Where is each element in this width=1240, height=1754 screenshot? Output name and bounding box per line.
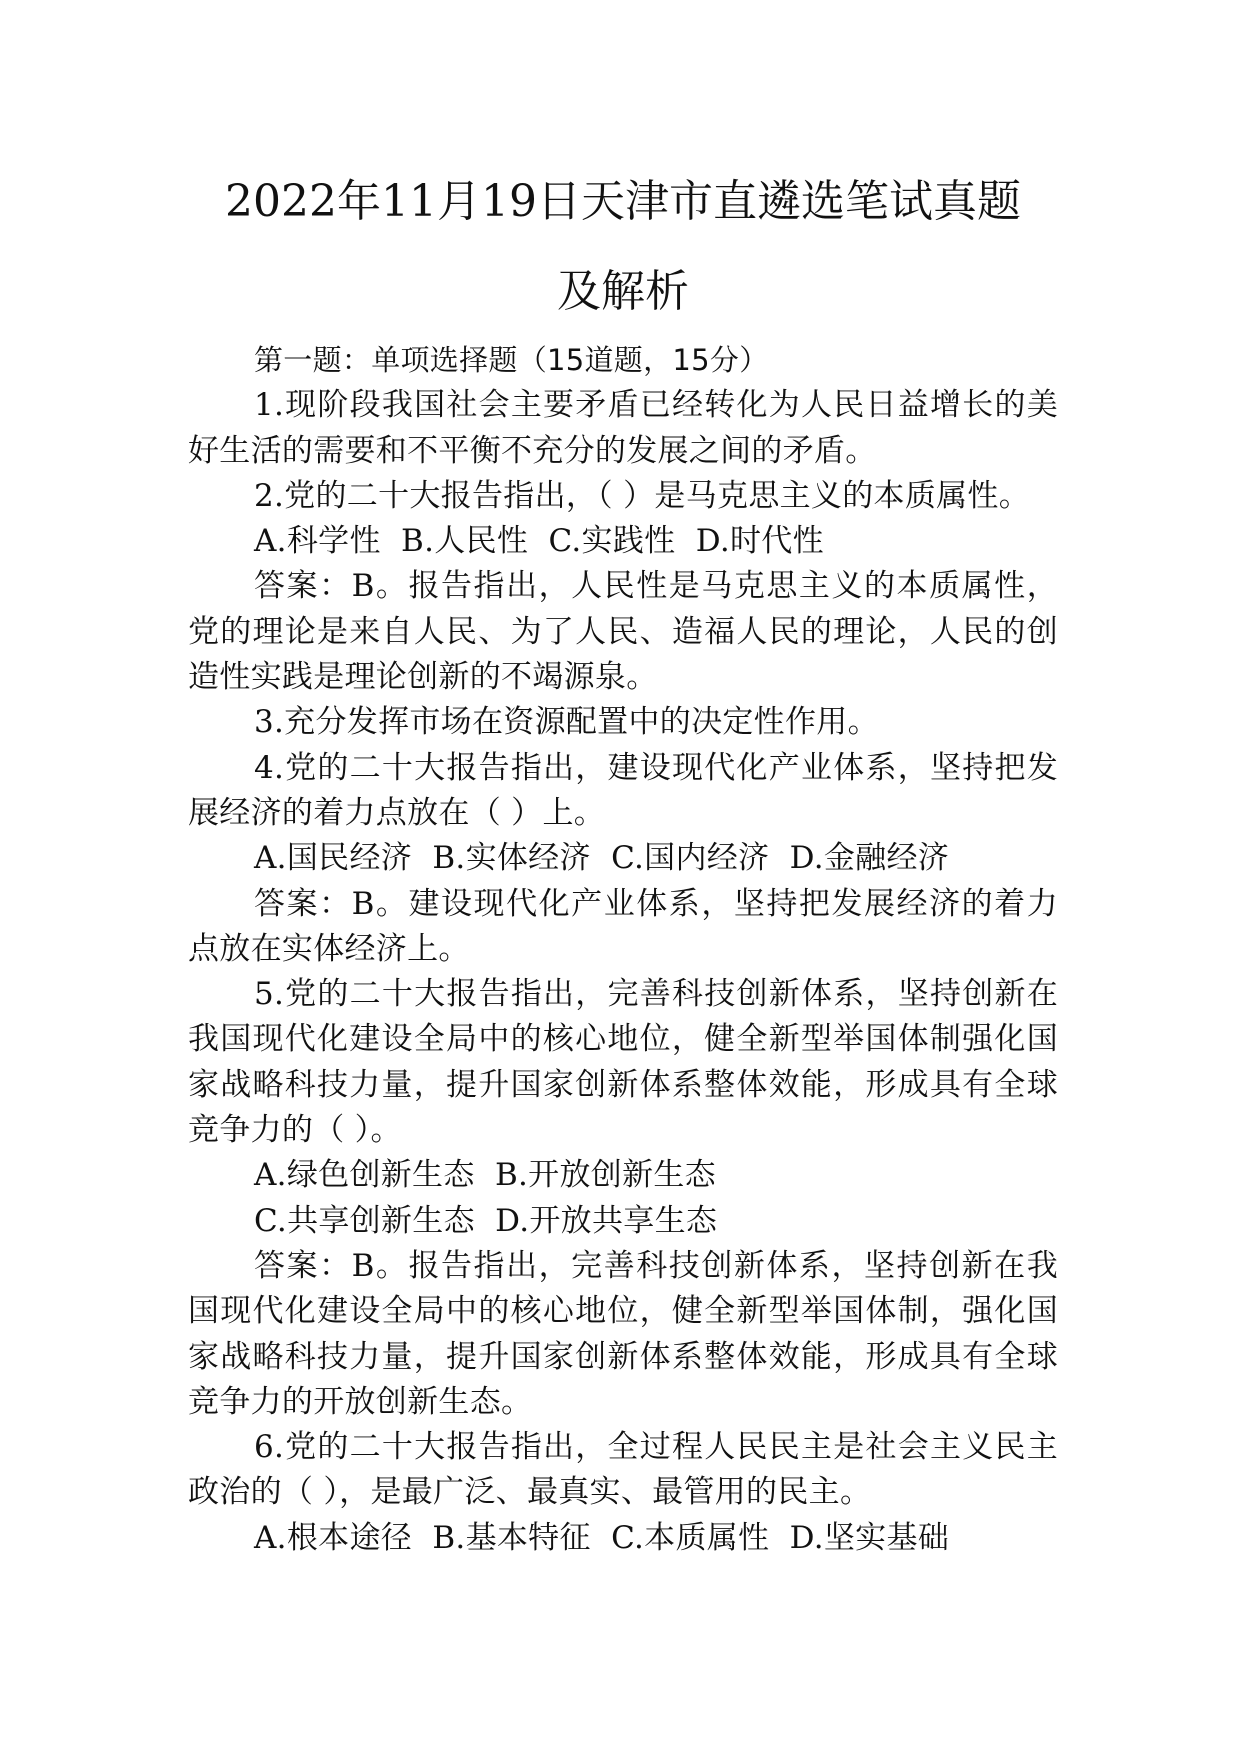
question-4-options: A.国民经济 B.实体经济 C.国内经济 D.金融经济	[254, 840, 950, 877]
question-6-options: A.根本途径 B.基本特征 C.本质属性 D.坚实基础	[254, 1519, 950, 1556]
question-3: 3.充分发挥市场在资源配置中的决定性作用。	[254, 704, 879, 741]
question-5-answer: 答案：B。报告指出，完善科技创新体系，坚持创新在我国现代化建设全局中的核心地位，健全新型举国体制，强化国家战略科技力量，提升国家创新体系整体效能，形成具有全球竞争力的开放创新生态。	[188, 1247, 1058, 1420]
question-6: 6.党的二十大报告指出，全过程人民民主是社会主义民主政治的（ ），是最广泛、最真实、最管用的民主。	[188, 1429, 1058, 1511]
question-1: 1.现阶段我国社会主要矛盾已经转化为人民日益增长的美好生活的需要和不平衡不充分的发展之间的矛盾。	[188, 387, 1058, 469]
question-2-options: A.科学性 B.人民性 C.实践性 D.时代性	[254, 523, 824, 560]
question-4: 4.党的二十大报告指出，建设现代化产业体系，坚持把发展经济的着力点放在（ ）上。	[188, 749, 1058, 831]
question-5-options-row-1: A.绿色创新生态 B.开放创新生态	[254, 1157, 716, 1194]
question-5-options-row-2: C.共享创新生态 D.开放共享生态	[254, 1202, 718, 1239]
document-body	[188, 338, 1058, 1561]
question-2-answer: 答案：B。报告指出，人民性是马克思主义的本质属性，党的理论是来自人民、为了人民、造福人民的理论，人民的创造性实践是理论创新的不竭源泉。	[188, 568, 1058, 696]
question-2: 2.党的二十大报告指出，（ ）是马克思主义的本质属性。	[254, 477, 1031, 514]
question-5: 5.党的二十大报告指出，完善科技创新体系，坚持创新在我国现代化建设全局中的核心地位，健全新型举国体制强化国家战略科技力量，提升国家创新体系整体效能，形成具有全球竞争力的（ ）。	[188, 976, 1058, 1149]
document-title-line-2: 及解析	[557, 266, 689, 317]
question-4-answer: 答案：B。建设现代化产业体系，坚持把发展经济的着力点放在实体经济上。	[188, 885, 1058, 967]
document-title-line-1: 2022年11月19日天津市直遴选笔试真题	[225, 176, 1021, 227]
section-heading: 第一题：单项选择题（15道题，15分）	[254, 343, 769, 377]
